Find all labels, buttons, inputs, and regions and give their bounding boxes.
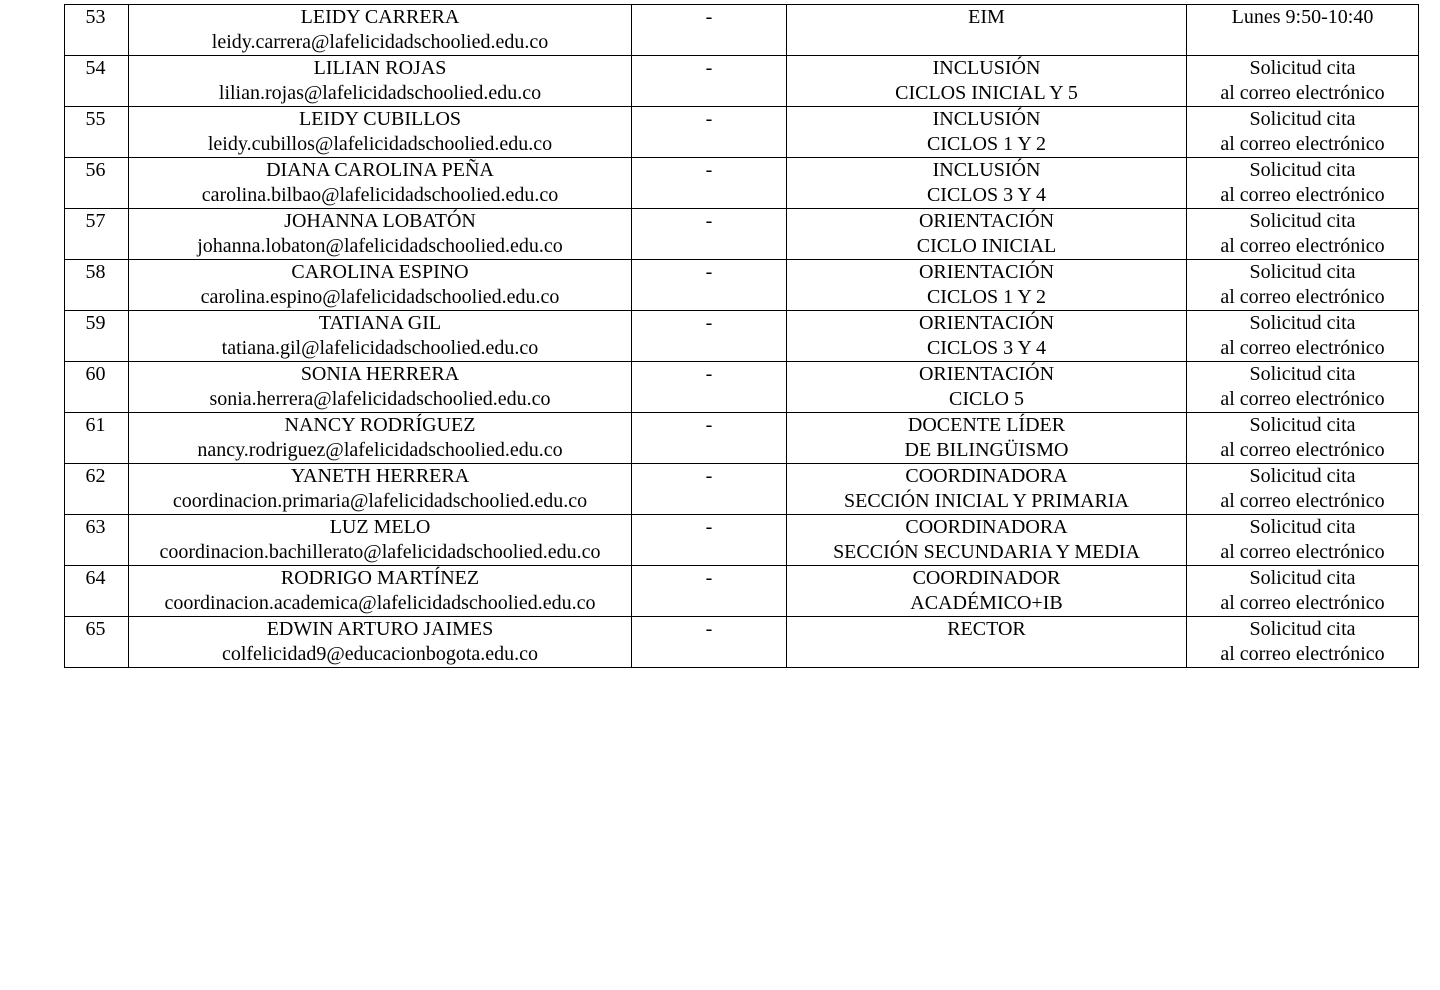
contact-cell (129, 566, 632, 617)
role-line-2: CICLO INICIAL (916, 235, 1057, 257)
contact-cell (129, 464, 632, 515)
staff-email: leidy.carrera@lafelicidadschoolied.edu.co (211, 31, 549, 53)
role-line-1: INCLUSIÓN (932, 159, 1041, 181)
contact-cell (129, 209, 632, 260)
row-number-text: 55 (85, 108, 106, 130)
role-line-1: DOCENTE LÍDER (907, 414, 1066, 436)
schedule-line-1: Solicitud cita (1249, 312, 1356, 334)
row-number-text: 54 (85, 57, 106, 79)
staff-email: coordinacion.academica@lafelicidadschoolied.edu.co (164, 592, 596, 614)
staff-name: LEIDY CARRERA (300, 6, 460, 28)
role-cell (787, 5, 1187, 56)
role-line-2: CICLOS 1 Y 2 (926, 133, 1047, 155)
role-line-2: CICLOS INICIAL Y 5 (895, 82, 1078, 104)
empty-field-dash: - (705, 618, 713, 640)
row-number-text: 53 (85, 6, 106, 28)
row-number (65, 260, 129, 311)
empty-field-dash: - (705, 6, 713, 28)
staff-email: coordinacion.bachillerato@lafelicidadschoolied.edu.co (159, 541, 601, 563)
role-line-1: ORIENTACIÓN (918, 363, 1055, 385)
contact-cell (129, 311, 632, 362)
schedule-line-1: Solicitud cita (1249, 210, 1356, 232)
empty-field-dash: - (705, 57, 713, 79)
schedule-line-1: Solicitud cita (1249, 516, 1356, 538)
schedule-line-2: al correo electrónico (1220, 541, 1385, 563)
role-cell (787, 260, 1187, 311)
role-cell (787, 413, 1187, 464)
role-cell (787, 362, 1187, 413)
role-line-2: CICLOS 3 Y 4 (926, 337, 1047, 359)
empty-field-cell (632, 362, 787, 413)
role-line-2: CICLOS 3 Y 4 (926, 184, 1047, 206)
empty-field-cell (632, 311, 787, 362)
staff-name: SONIA HERRERA (300, 363, 460, 385)
row-number-text: 62 (85, 465, 106, 487)
contact-cell (129, 362, 632, 413)
contact-cell (129, 515, 632, 566)
table-row (65, 209, 1419, 260)
schedule-line-2: al correo electrónico (1220, 337, 1385, 359)
table-row (65, 413, 1419, 464)
row-number (65, 413, 129, 464)
schedule-cell (1187, 311, 1419, 362)
role-cell (787, 107, 1187, 158)
schedule-line-2: al correo electrónico (1220, 133, 1385, 155)
role-line-1: ORIENTACIÓN (918, 312, 1055, 334)
role-line-2: SECCIÓN INICIAL Y PRIMARIA (844, 490, 1129, 512)
role-line-2 (787, 642, 1186, 667)
staff-name: DIANA CAROLINA PEÑA (266, 159, 494, 181)
schedule-line-1: Lunes 9:50-10:40 (1231, 6, 1374, 28)
role-line-1: RECTOR (947, 618, 1026, 640)
row-number (65, 158, 129, 209)
table-row (65, 617, 1419, 668)
staff-name: EDWIN ARTURO JAIMES (266, 618, 494, 640)
table-row (65, 56, 1419, 107)
row-number-text: 61 (85, 414, 106, 436)
contact-cell (129, 5, 632, 56)
empty-field-cell (632, 158, 787, 209)
schedule-line-1: Solicitud cita (1249, 57, 1356, 79)
role-line-2: ACADÉMICO+IB (910, 592, 1063, 614)
empty-field-cell (632, 56, 787, 107)
staff-contact-table (64, 4, 1419, 668)
schedule-line-1: Solicitud cita (1249, 465, 1356, 487)
schedule-line-2: al correo electrónico (1220, 439, 1385, 461)
schedule-line-1: Solicitud cita (1249, 108, 1356, 130)
schedule-line-2: al correo electrónico (1220, 643, 1385, 665)
row-number-text: 58 (85, 261, 106, 283)
staff-name: JOHANNA LOBATÓN (284, 210, 476, 232)
schedule-cell (1187, 107, 1419, 158)
table-row (65, 311, 1419, 362)
table-row (65, 158, 1419, 209)
role-line-1: INCLUSIÓN (932, 108, 1041, 130)
row-number-text: 65 (85, 618, 106, 640)
table-row (65, 107, 1419, 158)
empty-field-cell (632, 209, 787, 260)
empty-field-cell (632, 464, 787, 515)
empty-field-cell (632, 617, 787, 668)
schedule-line-1: Solicitud cita (1249, 567, 1356, 589)
schedule-line-2: al correo electrónico (1220, 490, 1385, 512)
schedule-cell (1187, 260, 1419, 311)
table-row (65, 566, 1419, 617)
empty-field-cell (632, 413, 787, 464)
row-number (65, 566, 129, 617)
row-number-text: 59 (85, 312, 106, 334)
schedule-line-2 (1187, 30, 1418, 55)
empty-field-dash: - (705, 108, 713, 130)
empty-field-cell (632, 107, 787, 158)
schedule-line-2: al correo electrónico (1220, 592, 1385, 614)
empty-field-cell (632, 5, 787, 56)
staff-name: LILIAN ROJAS (313, 57, 447, 79)
staff-name: YANETH HERRERA (290, 465, 470, 487)
staff-name: NANCY RODRÍGUEZ (284, 414, 476, 436)
contact-cell (129, 56, 632, 107)
schedule-cell (1187, 209, 1419, 260)
staff-email: sonia.herrera@lafelicidadschoolied.edu.co (209, 388, 551, 410)
empty-field-cell (632, 260, 787, 311)
role-line-1: EIM (968, 6, 1005, 28)
empty-field-dash: - (705, 159, 713, 181)
role-line-1: ORIENTACIÓN (918, 210, 1055, 232)
role-cell (787, 158, 1187, 209)
empty-field-dash: - (705, 363, 713, 385)
role-cell (787, 617, 1187, 668)
schedule-line-1: Solicitud cita (1249, 159, 1356, 181)
role-cell (787, 464, 1187, 515)
role-cell (787, 56, 1187, 107)
schedule-cell (1187, 515, 1419, 566)
schedule-cell (1187, 413, 1419, 464)
row-number (65, 464, 129, 515)
schedule-cell (1187, 5, 1419, 56)
row-number (65, 107, 129, 158)
role-cell (787, 515, 1187, 566)
role-line-2 (787, 30, 1186, 55)
staff-email: johanna.lobaton@lafelicidadschoolied.edu.co (197, 235, 563, 257)
schedule-line-1: Solicitud cita (1249, 414, 1356, 436)
contact-cell (129, 158, 632, 209)
schedule-line-2: al correo electrónico (1220, 82, 1385, 104)
schedule-line-1: Solicitud cita (1249, 363, 1356, 385)
schedule-line-2: al correo electrónico (1220, 235, 1385, 257)
empty-field-cell (632, 566, 787, 617)
role-cell (787, 209, 1187, 260)
staff-email: tatiana.gil@lafelicidadschoolied.edu.co (221, 337, 539, 359)
role-line-2: DE BILINGÜISMO (904, 439, 1069, 461)
empty-field-dash: - (705, 516, 713, 538)
role-line-2: CICLO 5 (949, 388, 1024, 410)
table-row (65, 260, 1419, 311)
row-number (65, 311, 129, 362)
contact-cell (129, 413, 632, 464)
role-line-1: COORDINADORA (905, 465, 1068, 487)
table-row (65, 464, 1419, 515)
schedule-line-1: Solicitud cita (1249, 618, 1356, 640)
empty-field-dash: - (705, 312, 713, 334)
staff-email: carolina.bilbao@lafelicidadschoolied.edu.co (201, 184, 559, 206)
row-number (65, 5, 129, 56)
schedule-cell (1187, 158, 1419, 209)
schedule-cell (1187, 464, 1419, 515)
empty-field-dash: - (705, 261, 713, 283)
staff-name: CAROLINA ESPINO (291, 261, 469, 283)
schedule-line-2: al correo electrónico (1220, 286, 1385, 308)
role-line-2: CICLOS 1 Y 2 (926, 286, 1047, 308)
row-number-text: 64 (85, 567, 106, 589)
staff-table-body (65, 5, 1419, 668)
staff-email: carolina.espino@lafelicidadschoolied.edu.co (200, 286, 560, 308)
role-line-1: ORIENTACIÓN (918, 261, 1055, 283)
schedule-cell (1187, 566, 1419, 617)
contact-cell (129, 107, 632, 158)
role-line-1: COORDINADOR (912, 567, 1061, 589)
staff-name: LUZ MELO (329, 516, 431, 538)
table-row (65, 5, 1419, 56)
empty-field-dash: - (705, 210, 713, 232)
role-cell (787, 566, 1187, 617)
staff-email: coordinacion.primaria@lafelicidadschoolied.edu.co (172, 490, 588, 512)
staff-email: nancy.rodriguez@lafelicidadschoolied.edu.co (197, 439, 563, 461)
row-number-text: 56 (85, 159, 106, 181)
row-number (65, 617, 129, 668)
empty-field-dash: - (705, 567, 713, 589)
schedule-cell (1187, 56, 1419, 107)
role-line-1: INCLUSIÓN (932, 57, 1041, 79)
row-number-text: 60 (85, 363, 106, 385)
empty-field-dash: - (705, 414, 713, 436)
contact-cell (129, 617, 632, 668)
row-number (65, 362, 129, 413)
row-number-text: 63 (85, 516, 106, 538)
schedule-line-2: al correo electrónico (1220, 184, 1385, 206)
staff-email: lilian.rojas@lafelicidadschoolied.edu.co (218, 82, 542, 104)
empty-field-cell (632, 515, 787, 566)
staff-name: TATIANA GIL (318, 312, 442, 334)
row-number (65, 209, 129, 260)
role-cell (787, 311, 1187, 362)
role-line-2: SECCIÓN SECUNDARIA Y MEDIA (833, 541, 1140, 563)
schedule-cell (1187, 617, 1419, 668)
staff-name: RODRIGO MARTÍNEZ (280, 567, 480, 589)
table-row (65, 515, 1419, 566)
role-line-1: COORDINADORA (905, 516, 1068, 538)
staff-email: colfelicidad9@educacionbogota.edu.co (221, 643, 539, 665)
schedule-line-2: al correo electrónico (1220, 388, 1385, 410)
schedule-cell (1187, 362, 1419, 413)
staff-email: leidy.cubillos@lafelicidadschoolied.edu.co (207, 133, 553, 155)
row-number (65, 515, 129, 566)
row-number-text: 57 (85, 210, 106, 232)
staff-name: LEIDY CUBILLOS (298, 108, 462, 130)
empty-field-dash: - (705, 465, 713, 487)
row-number (65, 56, 129, 107)
schedule-line-1: Solicitud cita (1249, 261, 1356, 283)
contact-cell (129, 260, 632, 311)
table-row (65, 362, 1419, 413)
